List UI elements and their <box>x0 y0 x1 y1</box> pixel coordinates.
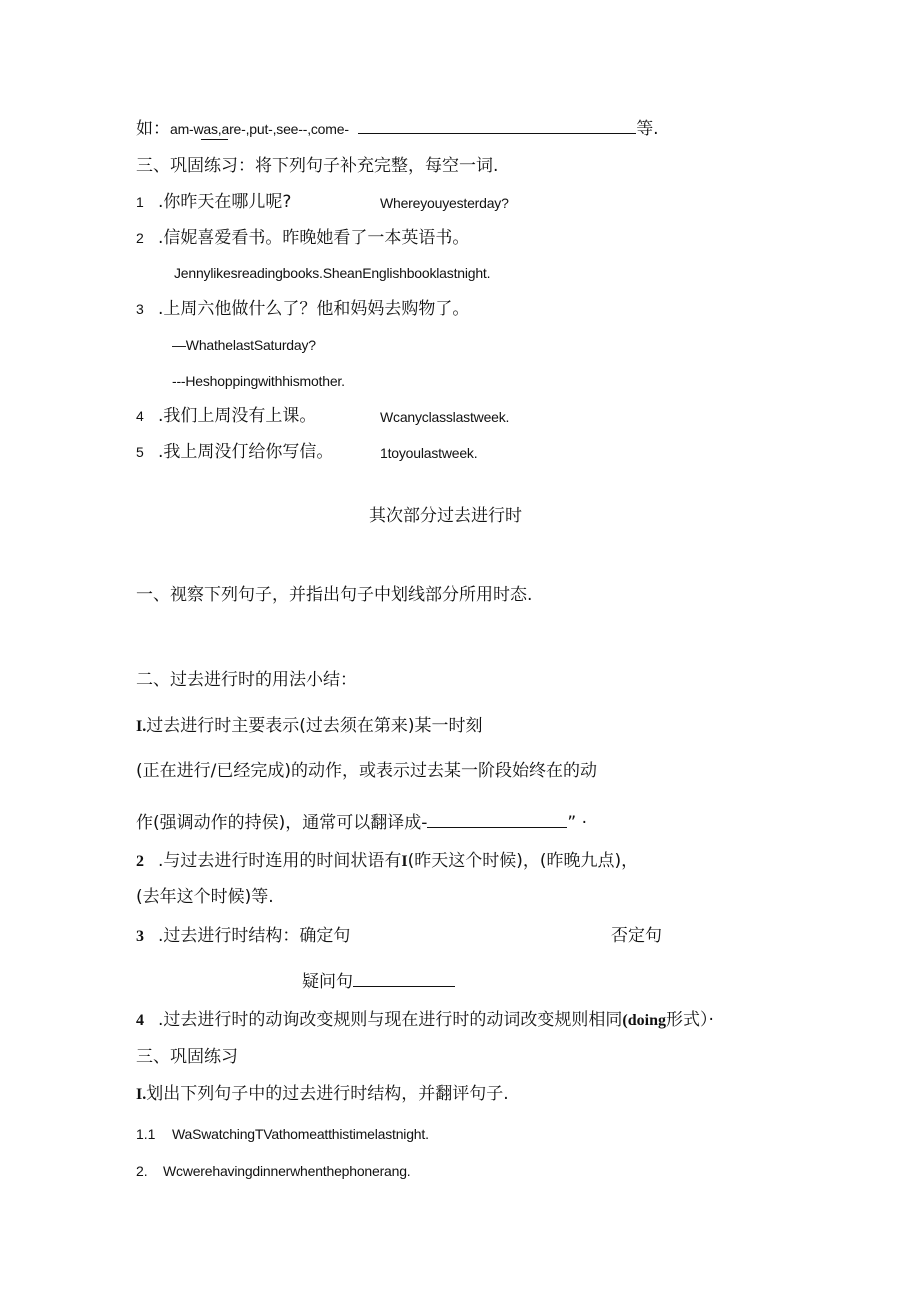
usage-point-4-number: 4 <box>136 1012 144 1029</box>
usage-point-2-cont: (去年这个时候)等. <box>136 887 274 907</box>
question-4 <box>136 408 316 425</box>
usage-point-1-end-quote: ” · <box>567 813 588 833</box>
question-1 <box>136 194 291 211</box>
example-blank <box>358 132 636 134</box>
usage-heading: 二、过去进行时的用法小结： <box>136 670 357 690</box>
negative-form-label: 否定句 <box>611 926 662 946</box>
usage-point-2-adverbials: (昨天这个时候)，(昨晚九点)， <box>407 851 639 871</box>
exercise-1-2-sentence: Wcwerehavingdinnerwhenthephonerang. <box>163 1163 411 1179</box>
question-1-english: Whereyouyesterday? <box>380 195 509 211</box>
question-2 <box>136 230 469 247</box>
usage-point-4 <box>136 1012 714 1029</box>
usage-point-3 <box>136 928 350 945</box>
example-suffix: 等. <box>636 119 659 139</box>
usage-point-2-marker: I <box>401 853 408 870</box>
usage-point-2 <box>136 853 638 870</box>
translation-blank <box>427 826 567 828</box>
question-5 <box>136 444 333 461</box>
question-3-chinese: .上周六他做什么了？他和妈妈去购物了。 <box>158 299 470 319</box>
usage-point-1 <box>136 718 483 735</box>
question-form-label: 疑问句 <box>302 972 353 992</box>
question-form <box>302 974 455 991</box>
question-2-english: Jennylikesreadingbooks.SheanEnglishbooklastnight. <box>174 265 491 281</box>
usage-point-1-text: 过去进行时主要表示(过去须在第来)某一时刻 <box>146 716 483 736</box>
question-2-chinese: .信妮喜爱看书。昨晚她看了一本英语书。 <box>158 228 470 248</box>
usage-point-2-text: .与过去进行时连用的时间状语有 <box>158 851 402 871</box>
exercise-1-1-number: 1.1 <box>136 1126 156 1142</box>
usage-point-1-end-text: 作(强调动作的持侯)，通常可以翻译成- <box>136 813 428 833</box>
question-3-english-a: —WhathelastSaturday? <box>172 337 316 353</box>
usage-point-2-number: 2 <box>136 853 144 870</box>
question-5-number: 5 <box>136 444 144 460</box>
question-5-chinese: .我上周没仃给你写信。 <box>158 442 334 462</box>
exercise-1-2 <box>136 1163 411 1180</box>
section-title: 其次部分过去进行时 <box>369 506 522 526</box>
usage-point-3-number: 3 <box>136 928 144 945</box>
question-5-english: 1toyoulastweek. <box>380 445 478 461</box>
exercise-1-1-sentence: WaSwatchingTVathomeatthistimelastnight. <box>172 1126 429 1142</box>
exercise-1-2-number: 2. <box>136 1163 148 1179</box>
question-3-number: 3 <box>136 301 144 317</box>
example-line <box>136 121 659 138</box>
question-2-number: 2 <box>136 230 144 246</box>
usage-point-1-end <box>136 815 587 832</box>
example-verbs: am-was,are-,put-,see--,come- <box>170 121 349 137</box>
question-3 <box>136 301 469 318</box>
usage-point-4-doing: (doing <box>622 1012 666 1029</box>
example-prefix: 如： <box>136 119 170 139</box>
usage-point-4-end: 形式）· <box>665 1010 714 1030</box>
exercise-1-text: 划出下列句子中的过去进行时结构，并翻评句子. <box>146 1084 509 1104</box>
question-3-english-b: ---Heshoppingwithhismother. <box>172 373 345 389</box>
exercise-heading: 三、巩固练习 <box>136 1047 238 1067</box>
question-1-chinese: .你昨天在哪儿呢? <box>158 192 292 212</box>
question-4-number: 4 <box>136 408 144 424</box>
exercise-1 <box>136 1086 509 1103</box>
usage-point-3-text: .过去进行时结构：确定句 <box>158 926 351 946</box>
question-4-chinese: .我们上周没有上课。 <box>158 406 317 426</box>
exercise-1-number: I. <box>136 1086 147 1103</box>
observe-heading: 一、视察下列句子，并指出句子中划线部分所用时态. <box>136 585 533 605</box>
usage-point-4-text: .过去进行时的动询改变规则与现在进行时的动词改变规则相同 <box>158 1010 623 1030</box>
practice-heading: 三、巩固练习：将下列句子补充完整，每空一词. <box>136 156 499 176</box>
usage-point-1-number: I. <box>136 718 147 735</box>
question-4-english: Wcanyclasslastweek. <box>380 409 510 425</box>
question-form-blank <box>353 985 455 987</box>
was-underline <box>201 139 228 140</box>
usage-point-1-cont: (正在进行/已经完成)的动作，或表示过去某一阶段始终在的动 <box>136 761 597 781</box>
exercise-1-1 <box>136 1126 429 1143</box>
question-1-number: 1 <box>136 194 144 210</box>
